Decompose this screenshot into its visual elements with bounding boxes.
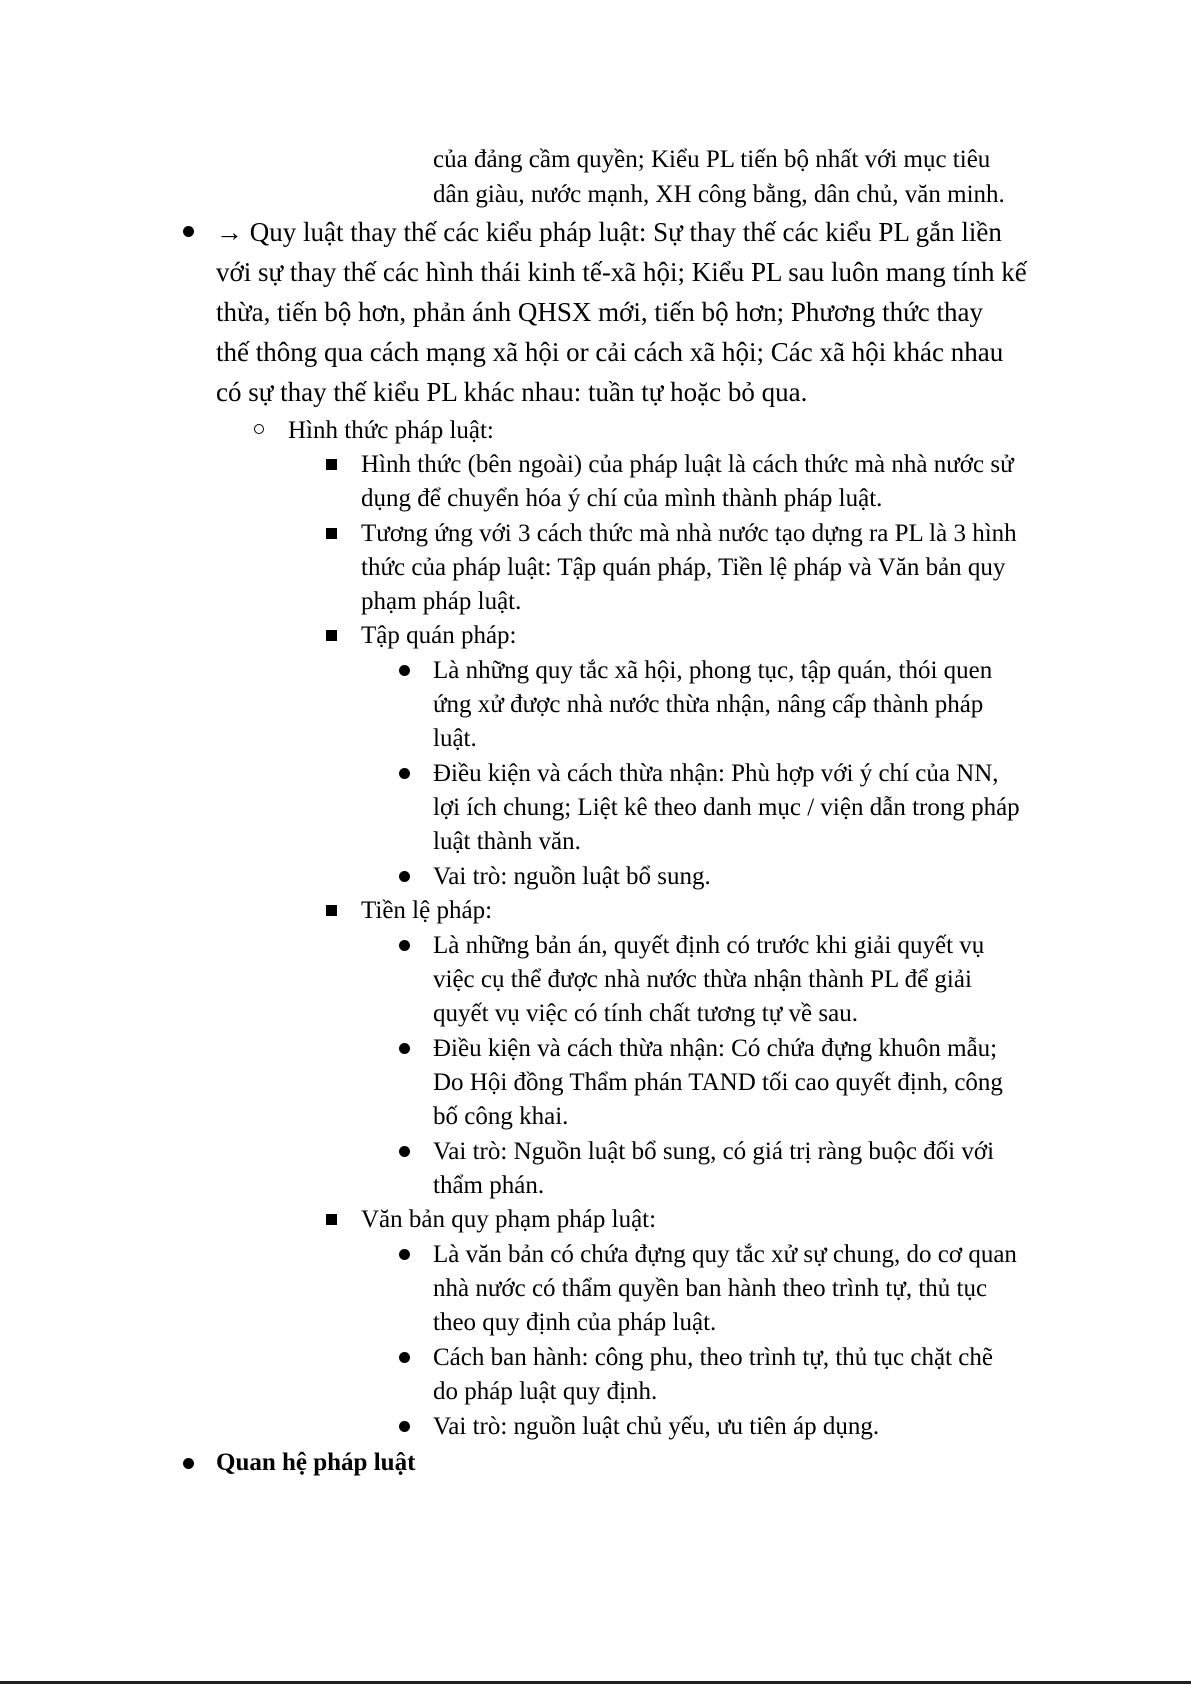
- rule-item-line-1: → Quy luật thay thế các kiểu pháp luật: Sự thay thế các kiểu PL gắn liền: [216, 217, 1002, 247]
- rule-item-line-5: có sự thay thế kiểu PL khác nhau: tuần tự hoặc bỏ qua.: [216, 377, 808, 407]
- precedent-item2-line-2: Do Hội đồng Thẩm phán TAND tối cao quyết định, công: [433, 1069, 1003, 1096]
- legal-docs-item2-line-2: do pháp luật quy định.: [433, 1378, 658, 1405]
- bullet-square-icon: [326, 630, 337, 641]
- bullet-square-icon: [326, 1214, 337, 1225]
- bullet-circle-icon: [254, 424, 264, 434]
- precedent-heading: Tiền lệ pháp:: [361, 897, 493, 924]
- bullet-dot-icon: [183, 226, 194, 237]
- three-forms-line-3: phạm pháp luật.: [361, 588, 522, 615]
- legal-documents-heading: Văn bản quy phạm pháp luật:: [361, 1206, 657, 1233]
- page-bottom-rule: [0, 1681, 1191, 1684]
- custom-item1-line-3: luật.: [433, 725, 477, 752]
- custom-law-heading: Tập quán pháp:: [361, 622, 517, 649]
- bullet-dot-icon: [183, 1458, 194, 1469]
- bullet-square-icon: [326, 528, 337, 539]
- bullet-dot-icon: [399, 1421, 410, 1432]
- legal-docs-item1-line-3: theo quy định của pháp luật.: [433, 1309, 717, 1336]
- bullet-dot-icon: [399, 1352, 410, 1363]
- bullet-dot-icon: [399, 1146, 410, 1157]
- custom-item2-line-2: lợi ích chung; Liệt kê theo danh mục / viện dẫn trong pháp: [433, 794, 1020, 821]
- bullet-dot-icon: [399, 1249, 410, 1260]
- rule-item-line-3: thừa, tiến bộ hơn, phản ánh QHSX mới, tiến bộ hơn; Phương thức thay: [216, 297, 983, 327]
- forms-definition-line-2: dụng để chuyển hóa ý chí của mình thành pháp luật.: [361, 485, 883, 512]
- legal-docs-item3-line-1: Vai trò: nguồn luật chủ yếu, ưu tiên áp dụng.: [433, 1413, 880, 1440]
- rule-item-line-4: thế thông qua cách mạng xã hội or cải cách xã hội; Các xã hội khác nhau: [216, 337, 1004, 367]
- custom-item1-line-2: ứng xử được nhà nước thừa nhận, nâng cấp thành pháp: [433, 691, 984, 718]
- custom-item3-line-1: Vai trò: nguồn luật bổ sung.: [433, 863, 711, 890]
- custom-item1-line-1: Là những quy tắc xã hội, phong tục, tập quán, thói quen: [433, 657, 993, 684]
- bullet-dot-icon: [399, 1043, 410, 1054]
- three-forms-line-2: thức của pháp luật: Tập quán pháp, Tiền lệ pháp và Văn bản quy: [361, 554, 1006, 581]
- precedent-item1-line-1: Là những bản án, quyết định có trước khi giải quyết vụ: [433, 932, 985, 959]
- continuation-line-2: dân giàu, nước mạnh, XH công bằng, dân chủ, văn minh.: [433, 181, 1005, 208]
- precedent-item1-line-2: việc cụ thể được nhà nước thừa nhận thành PL để giải: [433, 966, 972, 993]
- continuation-line-1: của đảng cầm quyền; Kiểu PL tiến bộ nhất với mục tiêu: [433, 146, 991, 173]
- next-section-heading: Quan hệ pháp luật: [216, 1449, 416, 1476]
- bullet-dot-icon: [399, 871, 410, 882]
- legal-docs-item2-line-1: Cách ban hành: công phu, theo trình tự, thủ tục chặt chẽ: [433, 1344, 993, 1371]
- bullet-dot-icon: [399, 665, 410, 676]
- bullet-dot-icon: [399, 940, 410, 951]
- rule-item-line-2: với sự thay thế các hình thái kinh tế-xã hội; Kiểu PL sau luôn mang tính kế: [216, 257, 1027, 287]
- custom-item2-line-1: Điều kiện và cách thừa nhận: Phù hợp với ý chí của NN,: [433, 760, 999, 787]
- precedent-item2-line-3: bố công khai.: [433, 1103, 569, 1130]
- forms-definition-line-1: Hình thức (bên ngoài) của pháp luật là cách thức mà nhà nước sử: [361, 451, 1014, 478]
- precedent-item1-line-3: quyết vụ việc có tính chất tương tự về sau.: [433, 1000, 858, 1027]
- legal-docs-item1-line-2: nhà nước có thẩm quyền ban hành theo trình tự, thủ tục: [433, 1275, 988, 1302]
- bullet-square-icon: [326, 459, 337, 470]
- forms-heading: Hình thức pháp luật:: [288, 417, 494, 444]
- custom-item2-line-3: luật thành văn.: [433, 828, 581, 855]
- bullet-dot-icon: [399, 768, 410, 779]
- precedent-item3-line-1: Vai trò: Nguồn luật bổ sung, có giá trị ràng buộc đối với: [433, 1138, 995, 1165]
- three-forms-line-1: Tương ứng với 3 cách thức mà nhà nước tạo dựng ra PL là 3 hình: [361, 520, 1017, 547]
- precedent-item3-line-2: thẩm phán.: [433, 1172, 545, 1199]
- bullet-square-icon: [326, 905, 337, 916]
- precedent-item2-line-1: Điều kiện và cách thừa nhận: Có chứa đựng khuôn mẫu;: [433, 1035, 998, 1062]
- legal-docs-item1-line-1: Là văn bản có chứa đựng quy tắc xử sự chung, do cơ quan: [433, 1241, 1017, 1268]
